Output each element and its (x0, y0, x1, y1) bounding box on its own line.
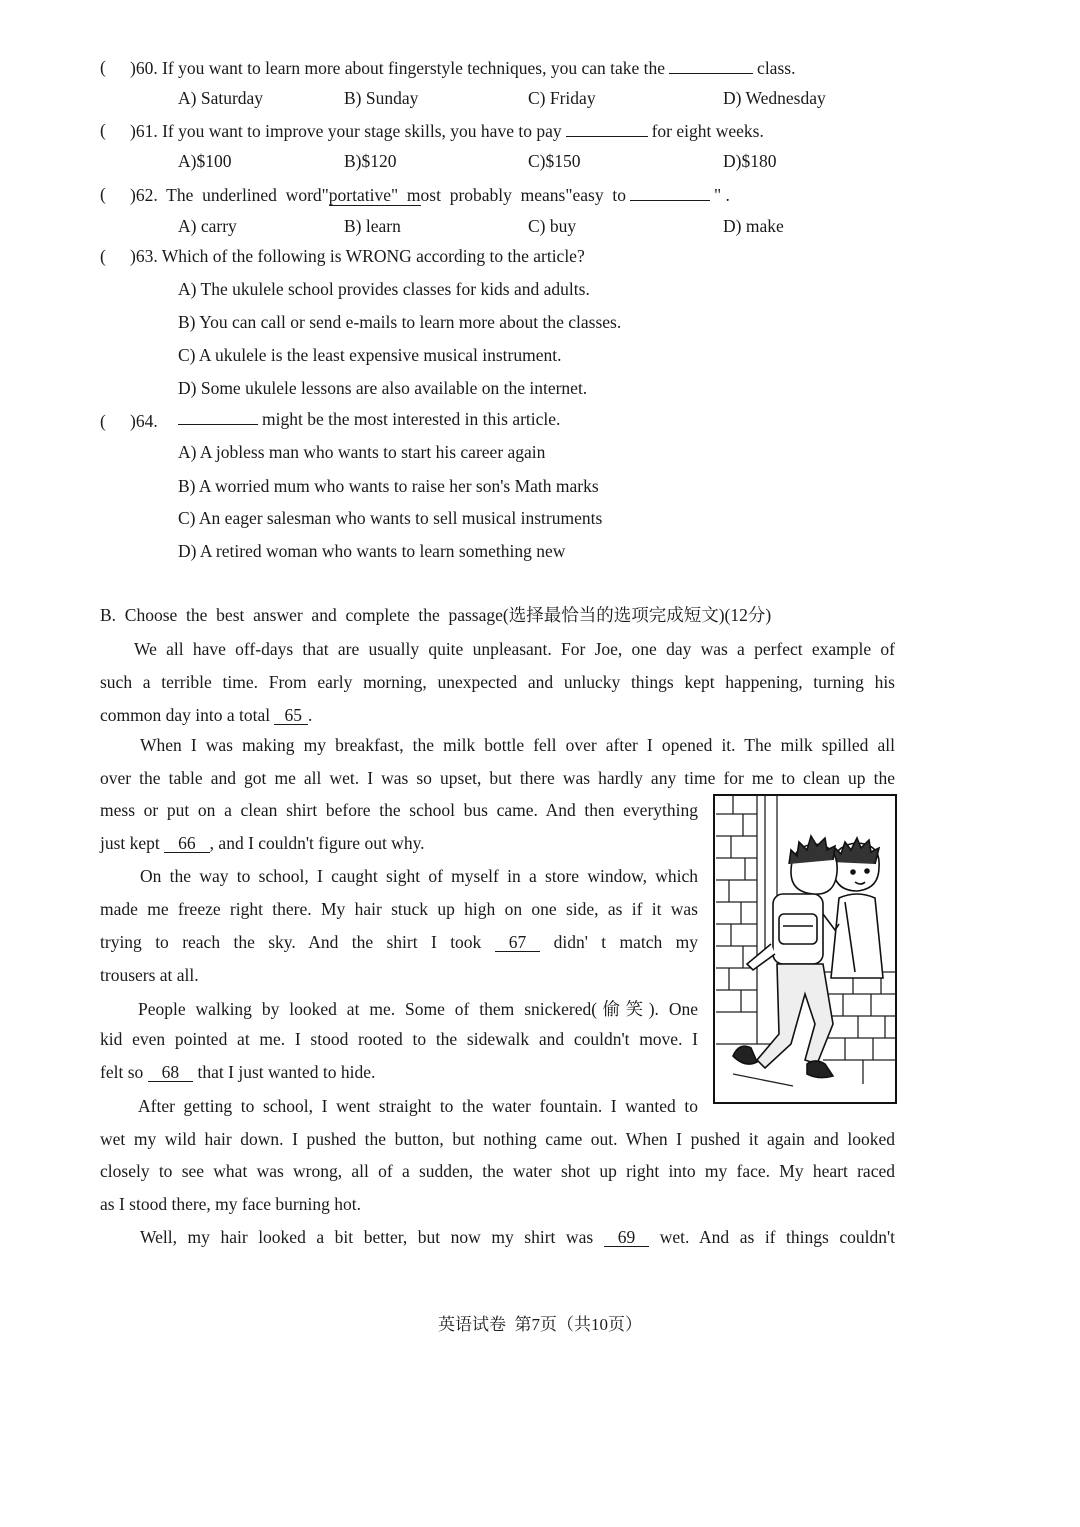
option-b: B) A worried mum who wants to raise her son's Math marks (178, 476, 599, 496)
option-a: A) The ukulele school provides classes for kids and adults. (178, 279, 590, 299)
passage-line: closely to see what was wrong, all of a sudden, the water shot up right into my face. My heart raced (100, 1161, 895, 1181)
passage-line: trying to reach the sky. And the shirt I took 67 didn' t match my (100, 932, 699, 952)
option-a: A)$100 (178, 151, 232, 171)
option-b: B) You can call or send e-mails to learn more about the classes. (178, 312, 622, 332)
passage-line: made me freeze right there. My hair stuck up high on one side, as if it was (100, 899, 698, 919)
passage-line: mess or put on a clean shirt before the school bus came. And then everything (100, 800, 698, 820)
option-a: A) carry (178, 216, 237, 236)
answer-paren[interactable]: ( (100, 120, 106, 140)
passage-line: We all have off-days that are usually quite unpleasant. For Joe, one day was a perfect example of (134, 639, 895, 659)
passage-line: over the table and got me all wet. I was so upset, but there was hardly any time for me to clean up the (100, 768, 895, 788)
passage-line: kid even pointed at me. I stood rooted to the sidewalk and couldn't move. I (100, 1029, 698, 1049)
options-60 (178, 88, 878, 112)
passage-line: such a terrible time. From early morning, unexpected and unlucky things kept happening, turning his (100, 672, 895, 692)
option-c: C) buy (528, 216, 577, 236)
options-61 (178, 151, 878, 175)
passage-line: common day into a total 65 . (100, 705, 313, 725)
question-stem: might be the most interested in this article. (174, 408, 560, 430)
page-footer: 英语试卷 第7页（共10页） (438, 1315, 642, 1334)
option-d: D)$180 (723, 151, 777, 171)
passage-line: wet my wild hair down. I pushed the button, but nothing came out. When I pushed it again and looked (100, 1129, 895, 1149)
option-a: A) A jobless man who wants to start his career again (178, 442, 546, 462)
blank-66[interactable]: 66 (164, 835, 210, 853)
answer-paren[interactable]: ( (100, 184, 106, 204)
option-c: C) An eager salesman who wants to sell musical instruments (178, 508, 603, 528)
option-b: B)$120 (344, 151, 397, 171)
question-stem: )62. The underlined word"portative" most probably means"easy to " . (130, 185, 730, 205)
option-d: D) Wednesday (723, 88, 826, 108)
answer-blank[interactable] (669, 57, 753, 74)
blank-67[interactable]: 67 (495, 934, 541, 952)
passage-line: People walking by looked at me. Some of them snickered(偷笑). One (138, 999, 698, 1019)
question-stem: )60. If you want to learn more about fingerstyle techniques, you can take the class. (130, 58, 796, 78)
two-boys-illustration (713, 794, 897, 1104)
option-a: A) Saturday (178, 88, 264, 108)
question-number: )64. (130, 411, 158, 431)
option-c: C)$150 (528, 151, 581, 171)
question-stem: )61. If you want to improve your stage skills, you have to pay for eight weeks. (130, 121, 764, 141)
options-62 (178, 216, 878, 240)
answer-paren[interactable]: ( (100, 246, 106, 266)
blank-69[interactable]: 69 (604, 1229, 650, 1247)
answer-paren[interactable]: ( (100, 57, 106, 77)
option-b: B) learn (344, 216, 401, 236)
passage-line: trousers at all. (100, 965, 199, 985)
option-d: D) make (723, 216, 784, 236)
option-c: C) A ukulele is the least expensive musical instrument. (178, 345, 562, 365)
passage-line: When I was making my breakfast, the milk bottle fell over after I opened it. The milk spilled all (140, 735, 895, 755)
underlined-word: portative" m (328, 185, 421, 205)
blank-65[interactable]: 65 (274, 707, 308, 725)
option-d: D) A retired woman who wants to learn something new (178, 541, 566, 561)
question-stem: )63. Which of the following is WRONG according to the article? (130, 246, 585, 266)
option-d: D) Some ukulele lessons are also available on the internet. (178, 378, 588, 398)
answer-paren[interactable]: ( (100, 411, 106, 431)
answer-blank[interactable] (178, 408, 258, 425)
section-b-title: B. Choose the best answer and complete the passage(选择最恰当的选项完成短文)(12分) (100, 605, 772, 625)
option-c: C) Friday (528, 88, 596, 108)
passage-line: Well, my hair looked a bit better, but now my shirt was 69 wet. And as if things couldn't (140, 1227, 896, 1247)
passage-line: After getting to school, I went straight to the water fountain. I wanted to (138, 1096, 698, 1116)
passage-line: felt so 68 that I just wanted to hide. (100, 1062, 376, 1082)
answer-blank[interactable] (566, 120, 648, 137)
answer-blank[interactable] (630, 184, 710, 201)
passage-line: as I stood there, my face burning hot. (100, 1194, 361, 1214)
option-b: B) Sunday (344, 88, 419, 108)
passage-line: On the way to school, I caught sight of myself in a store window, which (140, 866, 698, 886)
blank-68[interactable]: 68 (148, 1064, 194, 1082)
passage-line: just kept 66 , and I couldn't figure out why. (100, 833, 425, 853)
